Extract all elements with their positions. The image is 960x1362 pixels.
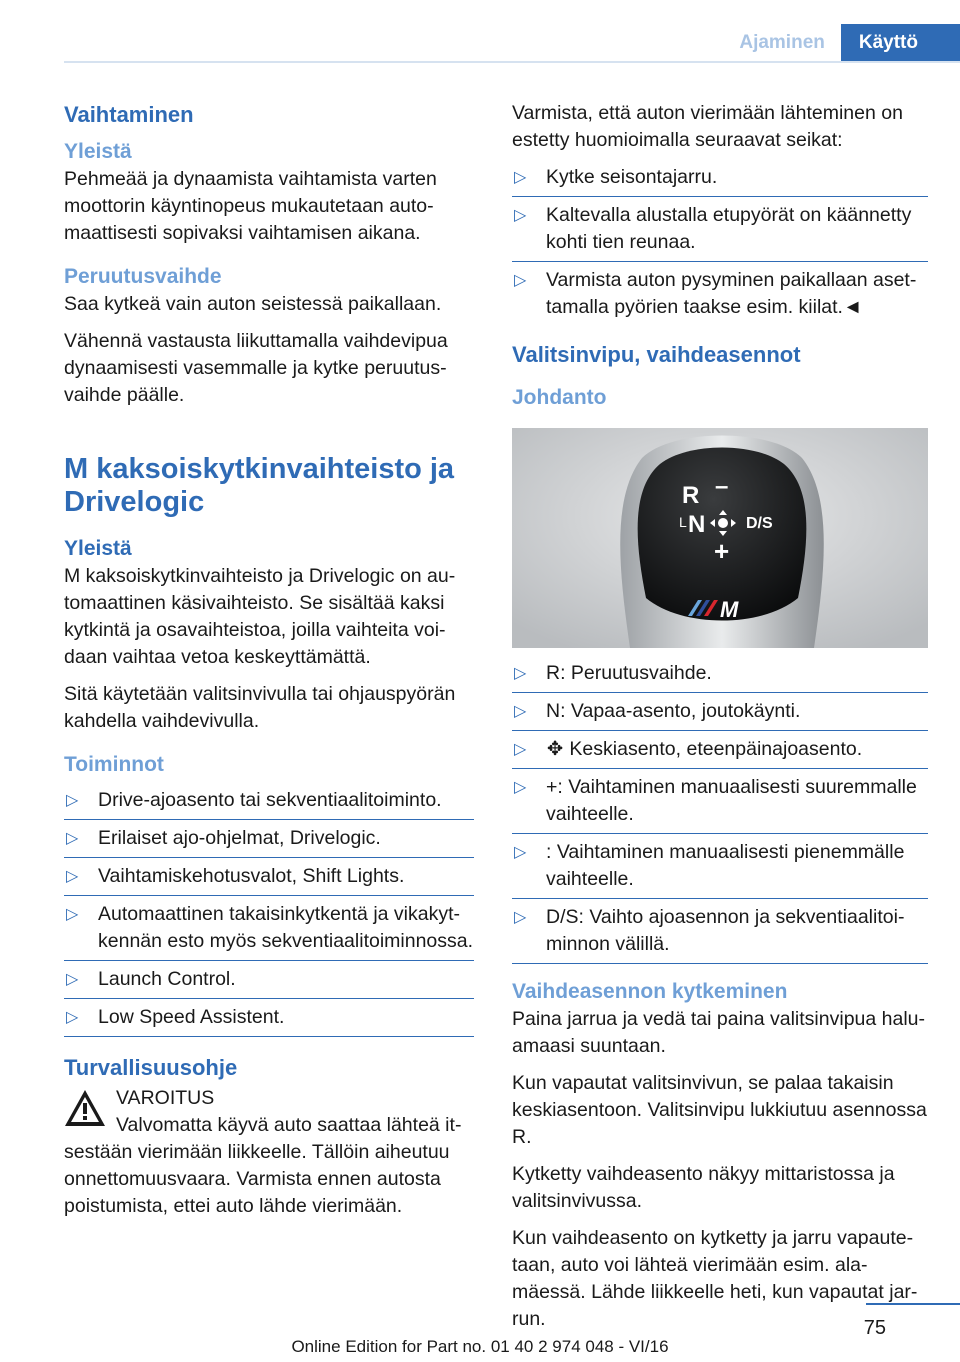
gear-knob-illustration	[512, 428, 928, 648]
knob-brand-label: M	[720, 597, 739, 622]
heading-vaihtaminen: Vaihtaminen	[64, 102, 194, 127]
footer-divider	[866, 1303, 960, 1305]
paragraph-yleista: Pehmeää ja dynaamista vaihtamista varten moottorin käyntinopeus mukautetaan automaattisesti sopivaksi vaihtamisen aikana.	[64, 168, 437, 244]
paragraph-kytkeminen-3: Kytketty vaihdeasento näkyy mittaristossa ja valitsinvivussa.	[512, 1163, 895, 1212]
knob-ds-label: D/S	[746, 515, 773, 532]
list-item: ▷ : Vaihtaminen manuaalisesti pienemmälle vaihteelle.	[512, 839, 928, 899]
knob-r-label: R	[682, 482, 700, 509]
triangle-right-icon: ▷	[514, 207, 527, 224]
paragraph-kytkeminen-2: Kun vapautat valitsinvivun, se palaa takaisin keskiasentoon. Valitsinvipu lukkiutuu asennossa R.	[512, 1072, 927, 1148]
list-item: ▷ R: Peruutusvaihde.	[512, 660, 928, 693]
triangle-right-icon: ▷	[514, 703, 527, 720]
page-number: 75	[863, 1317, 886, 1339]
knob-plus-label: +	[714, 536, 730, 566]
paragraph-yleista-2b: Sitä käytetään valitsinvivulla tai ohjauspyörän kahdella vaihdevivulla.	[64, 683, 456, 732]
heading-turvallisuusohje: Turvallisuusohje	[64, 1055, 238, 1080]
triangle-right-icon: ▷	[514, 272, 527, 289]
warning-triangle-icon	[64, 1089, 106, 1127]
heading-m-kaksoiskytkin: M kaksoiskytkinvaihteisto ja Drivelogic	[64, 453, 455, 518]
knob-l-label: L	[679, 514, 687, 530]
list-item: ▷ Kytke seisontajarru.	[512, 164, 928, 197]
header-tabs	[723, 24, 960, 62]
heading-toiminnot: Toiminnot	[64, 753, 164, 776]
paragraph-peruutus-1: Saa kytkeä vain auton seistessä paikallaan.	[64, 293, 442, 315]
list-item: ▷ Vaihtamiskehotusvalot, Shift Lights.	[64, 863, 474, 896]
list-intro	[512, 164, 928, 326]
list-item: ▷ D/S: Vaihto ajoasennon ja sekventiaalitoiminnon välillä.	[512, 904, 928, 964]
heading-peruutusvaihde: Peruutusvaihde	[64, 265, 222, 288]
knob-n-label: N	[688, 511, 706, 538]
list-item: ▷ Varmista auton pysyminen paikallaan asettamalla pyörien taakse esim. kiilat.◄	[514, 269, 917, 318]
triangle-right-icon: ▷	[66, 830, 79, 847]
list-item: ▷ Low Speed Assistent.	[64, 1004, 474, 1037]
list-item: ▷ N: Vapaa-asento, joutokäynti.	[512, 698, 928, 731]
gear-selector-image	[512, 428, 928, 648]
tab-ajaminen[interactable]: Ajaminen	[723, 24, 841, 62]
list-item: ▷ Erilaiset ajo-ohjelmat, Drivelogic.	[64, 825, 474, 858]
crosshair-arrows-icon: ✥	[546, 738, 564, 760]
warning-title: VAROITUS	[116, 1087, 215, 1109]
knob-minus-label: –	[715, 473, 729, 500]
triangle-right-icon: ▷	[514, 844, 527, 861]
paragraph-peruutus-2: Vähennä vastausta liikuttamalla vaihdevipua dynaamisesti vasemmalle ja kytke peruutusvaihde päälle.	[64, 330, 448, 406]
triangle-right-icon: ▷	[514, 665, 527, 682]
paragraph-intro: Varmista, että auton vierimään lähteminen on estetty huomioimalla seuraavat seikat:	[512, 102, 903, 151]
footer-edition: Online Edition for Part no. 01 40 2 974 048 - VI/16	[291, 1337, 669, 1356]
triangle-right-icon: ▷	[66, 868, 79, 885]
left-column	[64, 100, 474, 1230]
list-toiminnot	[64, 787, 474, 1037]
list-gear-positions	[512, 660, 928, 964]
list-item: ▷ ✥ Keskiasento, eteenpäinajoasento.	[512, 736, 928, 769]
paragraph-kytkeminen-1: Paina jarrua ja vedä tai paina valitsinvipua haluamaasi suuntaan.	[512, 1008, 926, 1057]
tab-kaytto[interactable]: Käyttö	[841, 24, 960, 62]
heading-valitsinvipu: Valitsinvipu, vaihdeasennot	[512, 342, 801, 367]
list-item: ▷ Kaltevalla alustalla etupyörät on käännetty kohti tien reunaa.	[512, 202, 928, 262]
header-divider	[64, 61, 960, 63]
triangle-right-icon: ▷	[66, 792, 79, 809]
heading-yleista-2: Yleistä	[64, 537, 132, 560]
heading-yleista: Yleistä	[64, 140, 132, 163]
paragraph-yleista-2a: M kaksoiskytkinvaihteisto ja Drivelogic on automaattinen käsivaihteisto. Se sisältää kaksi kytkintä ja osavaihteistoa, joilla vaihteita voidaan vaihtaa vetoa keskeyttämättä.	[64, 565, 456, 668]
triangle-right-icon: ▷	[514, 741, 527, 758]
triangle-right-icon: ▷	[514, 779, 527, 796]
list-item: ▷ Drive-ajoasento tai sekventiaalitoiminto.	[64, 787, 474, 820]
heading-vaihdeasennon-kytkeminen: Vaihdeasennon kytkeminen	[512, 980, 788, 1003]
list-item: ▷ +: Vaihtaminen manuaalisesti suuremmalle vaihteelle.	[512, 774, 928, 834]
triangle-right-icon: ▷	[514, 169, 527, 186]
list-item: ▷ Automaattinen takaisinkytkentä ja vikakytkennän esto myös sekventiaalitoiminnossa.	[64, 901, 474, 961]
triangle-right-icon: ▷	[66, 1009, 79, 1026]
warning-block	[64, 1085, 474, 1112]
paragraph-kytkeminen-4: Kun vaihdeasento on kytketty ja jarru vapautetaan, auto voi lähteä vierimään esim. alamäessä. Lähde liikkeelle heti, kun vapautat jarrun.	[512, 1227, 918, 1330]
warning-text: Valvomatta käyvä auto saattaa lähteä itsestään vierimään liikkeelle. Tällöin aiheutuu onnettomuusvaara. Varmista ennen autosta poistumista, ettei auto lähde vierimään.	[64, 1114, 462, 1217]
triangle-right-icon: ▷	[66, 971, 79, 988]
triangle-right-icon: ▷	[514, 909, 527, 926]
list-item: ▷ Launch Control.	[64, 966, 474, 999]
heading-johdanto: Johdanto	[512, 386, 607, 409]
triangle-right-icon: ▷	[66, 906, 79, 923]
right-column	[512, 100, 928, 1343]
